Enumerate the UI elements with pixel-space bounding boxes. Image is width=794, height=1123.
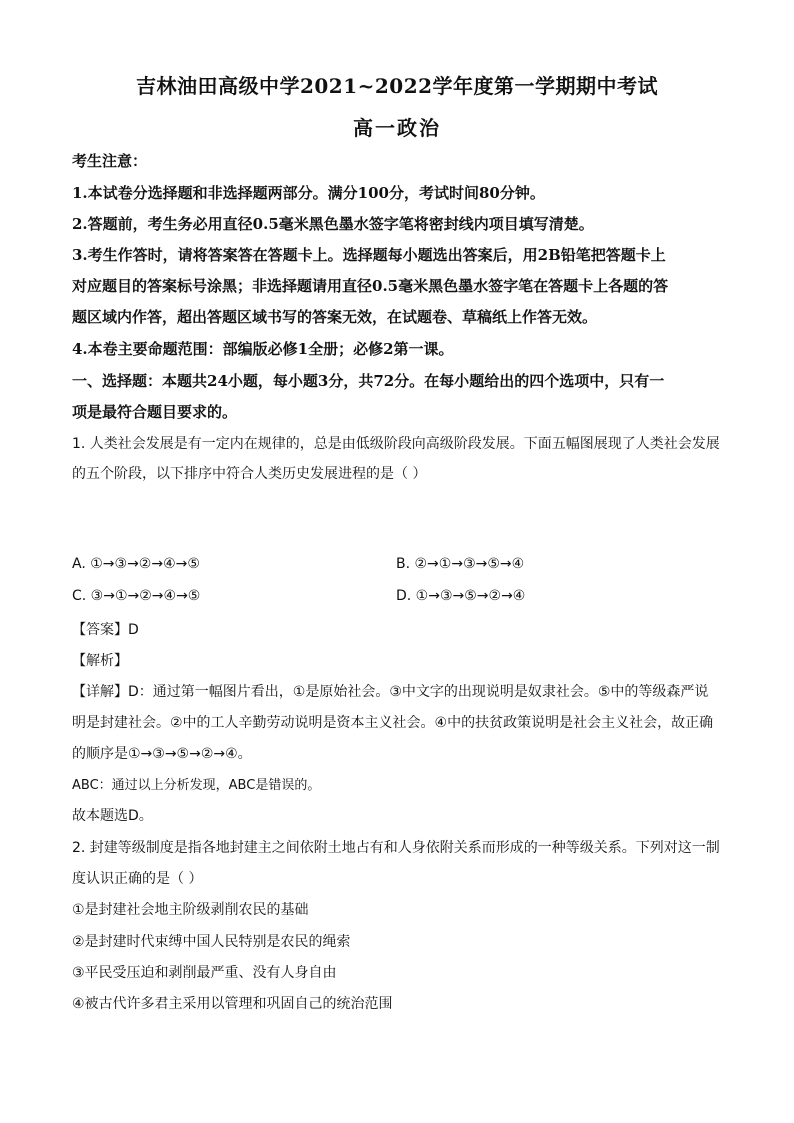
question-2-stem-line-2: 度认识正确的是（ ） [72,871,203,887]
question-1-option-c: C. ③→①→②→④→⑤ [72,588,201,604]
notice-heading: 考生注意： [72,152,148,170]
notice-line-3: 3.考生作答时，请将答案答在答题卡上。选择题每小题选出答案后，用2B铅笔把答题卡上 [72,246,666,264]
notice-line-1: 1.本试卷分选择题和非选择题两部分。满分100分，考试时间80分钟。 [72,184,545,202]
question-1-detail-line-3: 的顺序是①→③→⑤→②→④。 [72,746,252,762]
notice-line-2: 2.答题前，考生务必用直径0.5毫米黑色墨水签字笔将密封线内项目填写清楚。 [72,215,594,233]
question-1-stem-line-2: 的五个阶段，以下排序中符合人类历史发展进程的是（ ） [72,466,427,482]
question-1-answer: 【答案】D [72,622,139,638]
notice-line-4: 对应题目的答案标号涂黑；非选择题请用直径0.5毫米黑色墨水签字笔在答题卡上各题的答 [72,277,669,295]
exam-title: 吉林油田高级中学2021~2022学年度第一学期期中考试 [135,74,659,98]
notice-line-6: 4.本卷主要命题范围：部编版必修1全册；必修2第一课。 [72,340,454,358]
question-2-stem-line-1: 2. 封建等级制度是指各地封建主之间依附土地占有和人身依附关系而形成的一种等级关系。下列对这一制 [72,840,720,856]
section-heading-line-2: 项是最符合题目要求的。 [72,403,238,421]
question-2-item-1: ①是封建社会地主阶级剥削农民的基础 [72,902,309,918]
question-2-item-4: ④被古代许多君主采用以管理和巩固自己的统治范围 [72,996,393,1012]
question-1-detail-line-1: 【详解】D：通过第一幅图片看出，①是原始社会。③中文字的出现说明是奴隶社会。⑤中的等级森严说 [72,684,709,700]
question-1-stem-line-1: 1. 人类社会发展是有一定内在规律的，总是由低级阶段向高级阶段发展。下面五幅图展现了人类社会发展 [72,436,720,452]
question-1-option-a: A. ①→③→②→④→⑤ [72,556,200,572]
notice-line-5: 题区域内作答，超出答题区域书写的答案无效，在试题卷、草稿纸上作答无效。 [72,308,598,326]
question-1-option-b: B. ②→①→③→⑤→④ [396,556,525,572]
question-1-conclusion: 故本题选D。 [72,808,153,824]
question-1-analysis-tag: 【解析】 [72,653,128,669]
question-2-item-3: ③平民受压迫和剥削最严重、没有人身自由 [72,965,337,981]
question-1-abc-note: ABC：通过以上分析发现，ABC是错误的。 [72,778,321,793]
question-1-option-d: D. ①→③→⑤→②→④ [396,588,526,604]
exam-subject: 高一政治 [353,116,441,140]
section-heading-line-1: 一、选择题：本题共24小题，每小题3分，共72分。在每小题给出的四个选项中，只有一 [72,372,665,390]
question-1-detail-line-2: 明是封建社会。②中的工人辛勤劳动说明是资本主义社会。④中的扶贫政策说明是社会主义社会，故正确 [72,715,714,731]
question-2-item-2: ②是封建时代束缚中国人民特别是农民的绳索 [72,934,351,950]
